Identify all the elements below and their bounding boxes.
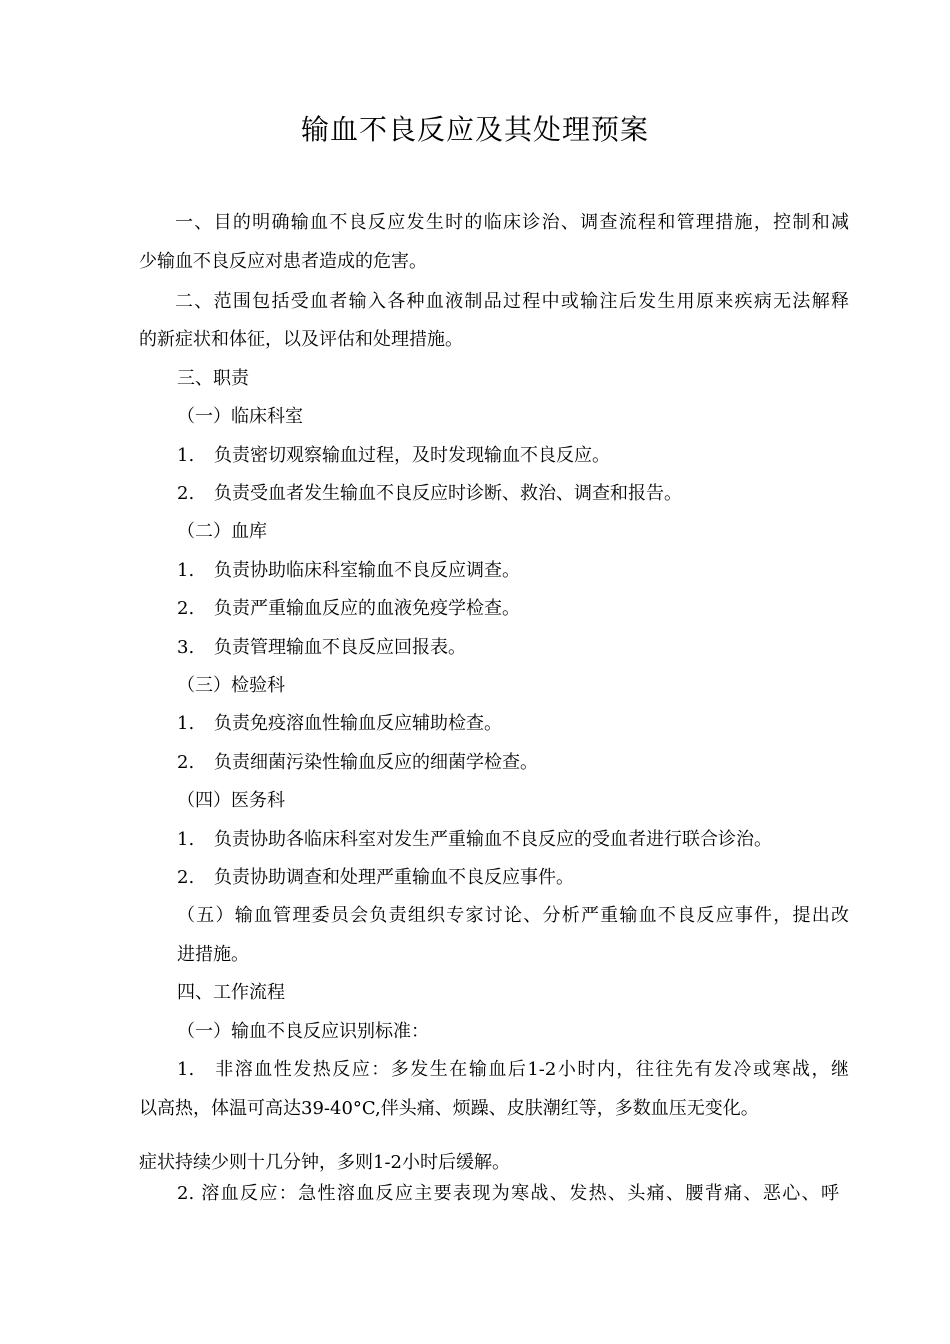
febrile-reaction-line-1 <box>139 1057 849 1083</box>
committee-line-1: （五）输血管理委员会负责组织专家讨论、分析严重输血不良反应事件，提出改 <box>177 905 849 926</box>
workflow-heading: 四、工作流程 <box>177 982 285 1003</box>
item-number: 1. <box>177 829 195 850</box>
item-number: 1. <box>177 713 195 734</box>
febrile-reaction-line-3: 症状持续少则十几分钟，多则1-2小时后缓解。 <box>139 1152 510 1173</box>
committee-line-2: 进措施。 <box>177 944 249 965</box>
item-text: 负责密切观察输血过程，及时发现输血不良反应。 <box>214 445 610 466</box>
scope-text-1: 二、范围包括受血者输入各种血液制品过程中或输注后发生用原来疾病无法解释 <box>175 291 849 312</box>
responsibilities-heading: 三、职责 <box>177 368 249 389</box>
item-text: 负责管理输血不良反应回报表。 <box>214 637 466 658</box>
item-number: 3. <box>177 637 195 658</box>
item-number: 1. <box>177 560 195 581</box>
medical-item-2 <box>177 865 574 891</box>
item-number: 2. <box>177 752 195 773</box>
item-text: 负责协助调查和处理严重输血不良反应事件。 <box>214 867 574 888</box>
item-text: 负责免疫溶血性输血反应辅助检查。 <box>214 713 502 734</box>
blood-bank-item-1 <box>177 558 520 584</box>
clinical-dept-heading: （一）临床科室 <box>177 406 303 427</box>
document-title: 输血不良反应及其处理预案 <box>300 113 649 146</box>
identification-criteria-heading: （一）输血不良反应识别标准： <box>177 1021 429 1042</box>
lab-item-2 <box>177 750 538 776</box>
purpose-line-1 <box>139 210 849 236</box>
purpose-line-2: 少输血不良反应对患者造成的危害。 <box>139 251 427 272</box>
scope-line-1 <box>139 289 849 315</box>
item-text: 负责受血者发生输血不良反应时诊断、救治、调查和报告。 <box>214 483 682 504</box>
item-text: 负责细菌污染性输血反应的细菌学检查。 <box>214 752 538 773</box>
item-number: 2. <box>177 483 195 504</box>
item-number: 2. <box>177 867 195 888</box>
item-text: 负责协助各临床科室对发生严重输血不良反应的受血者进行联合诊治。 <box>214 829 772 850</box>
blood-bank-item-2 <box>177 596 520 622</box>
item-number: 1. <box>177 445 195 466</box>
febrile-reaction-text-1: 1. 非溶血性发热反应：多发生在输血后1-2小时内，往往先有发冷或寒战，继 <box>177 1059 849 1080</box>
lab-dept-heading: （三）检验科 <box>177 675 285 696</box>
lab-item-1 <box>177 711 502 737</box>
blood-bank-item-3 <box>177 635 466 661</box>
medical-dept-heading: （四）医务科 <box>177 790 285 811</box>
clinical-item-1 <box>177 443 610 469</box>
clinical-item-2 <box>177 481 682 507</box>
hemolytic-reaction-line-1: 2. 溶血反应：急性溶血反应主要表现为寒战、发热、头痛、腰背痛、恶心、呼 <box>177 1183 839 1204</box>
item-number: 2. <box>177 598 195 619</box>
scope-line-2: 的新症状和体征，以及评估和处理措施。 <box>139 329 463 350</box>
medical-item-1 <box>177 827 772 853</box>
blood-bank-heading: （二）血库 <box>177 521 267 542</box>
item-text: 负责严重输血反应的血液免疫学检查。 <box>214 598 520 619</box>
purpose-text-1: 一、目的明确输血不良反应发生时的临床诊治、调查流程和管理措施，控制和减 <box>175 212 849 233</box>
febrile-reaction-line-2: 以高热，体温可高达39-40°C,伴头痛、烦躁、皮肤潮红等，多数血压无变化。 <box>139 1098 759 1119</box>
item-text: 负责协助临床科室输血不良反应调查。 <box>214 560 520 581</box>
